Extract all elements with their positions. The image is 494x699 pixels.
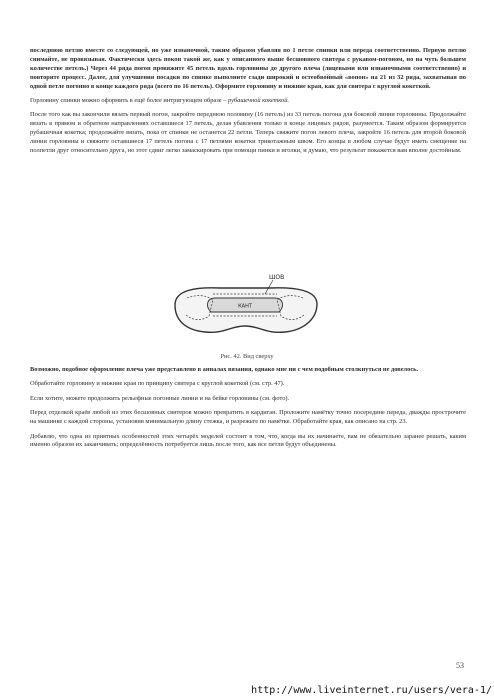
label-shov: ШОВ: [269, 274, 285, 281]
paragraph-2-text: Горловину спинки можно оформить в ещё более интригующем образе –: [30, 97, 228, 105]
label-center: КАНТ: [238, 303, 252, 310]
paragraph-2-italic: рубашечной кокеткой.: [227, 97, 289, 105]
paragraph-7: Перед отделкой краёв любой из этих бесшовных свитеров можно превратить в кардиган. Проложите намётку точно посередине переда, дважды прострочите на машинке с каждой стороны, установив минимальную длину стежка, и разрежьте по намётке. Обработайте края, как описано на стр. 23.: [30, 409, 466, 426]
paragraph-8: Добавлю, что одна из приятных особенностей этих четырёх моделей состоит в том, что, когда вы их начинаете, вам не обязательно заранее решать, каким именно образом их заканчивать; определённость потребуется лишь после того, как все петли будут объединены.: [30, 432, 466, 449]
figure-caption: Рис. 42. Вид сверху: [220, 353, 274, 360]
paragraph-5: Обработайте горловину и нижние края по принципу свитера с круглой кокеткой (см. стр. 47).: [30, 380, 285, 388]
page-number: 53: [456, 661, 464, 670]
paragraph-3: После того как вы закончили вязать первый погон, закройте переднюю половину (16 петель) из 33 петель погона для боковой линии горловины. Продолжайте вязать в прямом и обратном направлениях оставшиеся 17 петель, делая убавления только в конце лицевых рядов, разумеется. Таким образом формируется рубашечная кокетка; продолжайте вязать, пока от спинки не останется 22 петли. Теперь свяжите погон левого плеча, закройте 16 петель для второй боковой линии горловины и свяжите оставшиеся 17 петель погона с 17 петлями кокетки трикотажным швом. Его концы в любом случае будут иметь смещение на полпетли друг относительно друга, но этот сдвиг легко замаскировать при помощи пинки и иголки, и думаю, что результат покажется вам вполне достойным.: [30, 111, 466, 155]
paragraph-4: Возможно, подобное оформление плеча уже представлено в анналах вязания, однако мне ни с чем подобным столкнуться не довелось.: [30, 366, 419, 373]
text-block-bottom: [30, 366, 466, 456]
paragraph-1: последнюю петлю вместе со следующей, но уже изнаночной, таким образом убавляя по 1 петле спинки или переда соответственно. Первую петлю снимайте, не провязывая. Фактически здесь покон такой же, как у описанного выше бесшовного свитера с рукавом-погоном, но на чуть большем количестве петель.) Через 44 ряда погон провяжите 45 петель вдоль горловины до другого плеча (лицевыми или изнаночными соответственно) и повторите процесс. Далее, для улучшения посадки по спинке выполните сзади широкий и остеобвойный «вопон» на 21 из 32 ряда, захватывая по одной петле погонно в конце каждого ряда (всего по 16 петель). Оформите горловину и нижние края, как для свитера с круглой кокеткой.: [30, 47, 466, 90]
paragraph-2: [30, 97, 466, 106]
watermark-url[interactable]: http://www.liveinternet.ru/users/vera-1/: [251, 685, 492, 696]
paragraph-6: Если хотите, можете продолжить рельефные погонные линии и на бейке горловины (см. фото).: [30, 394, 290, 402]
shoulder-diagram: [165, 270, 325, 348]
text-block-top: [30, 47, 466, 161]
